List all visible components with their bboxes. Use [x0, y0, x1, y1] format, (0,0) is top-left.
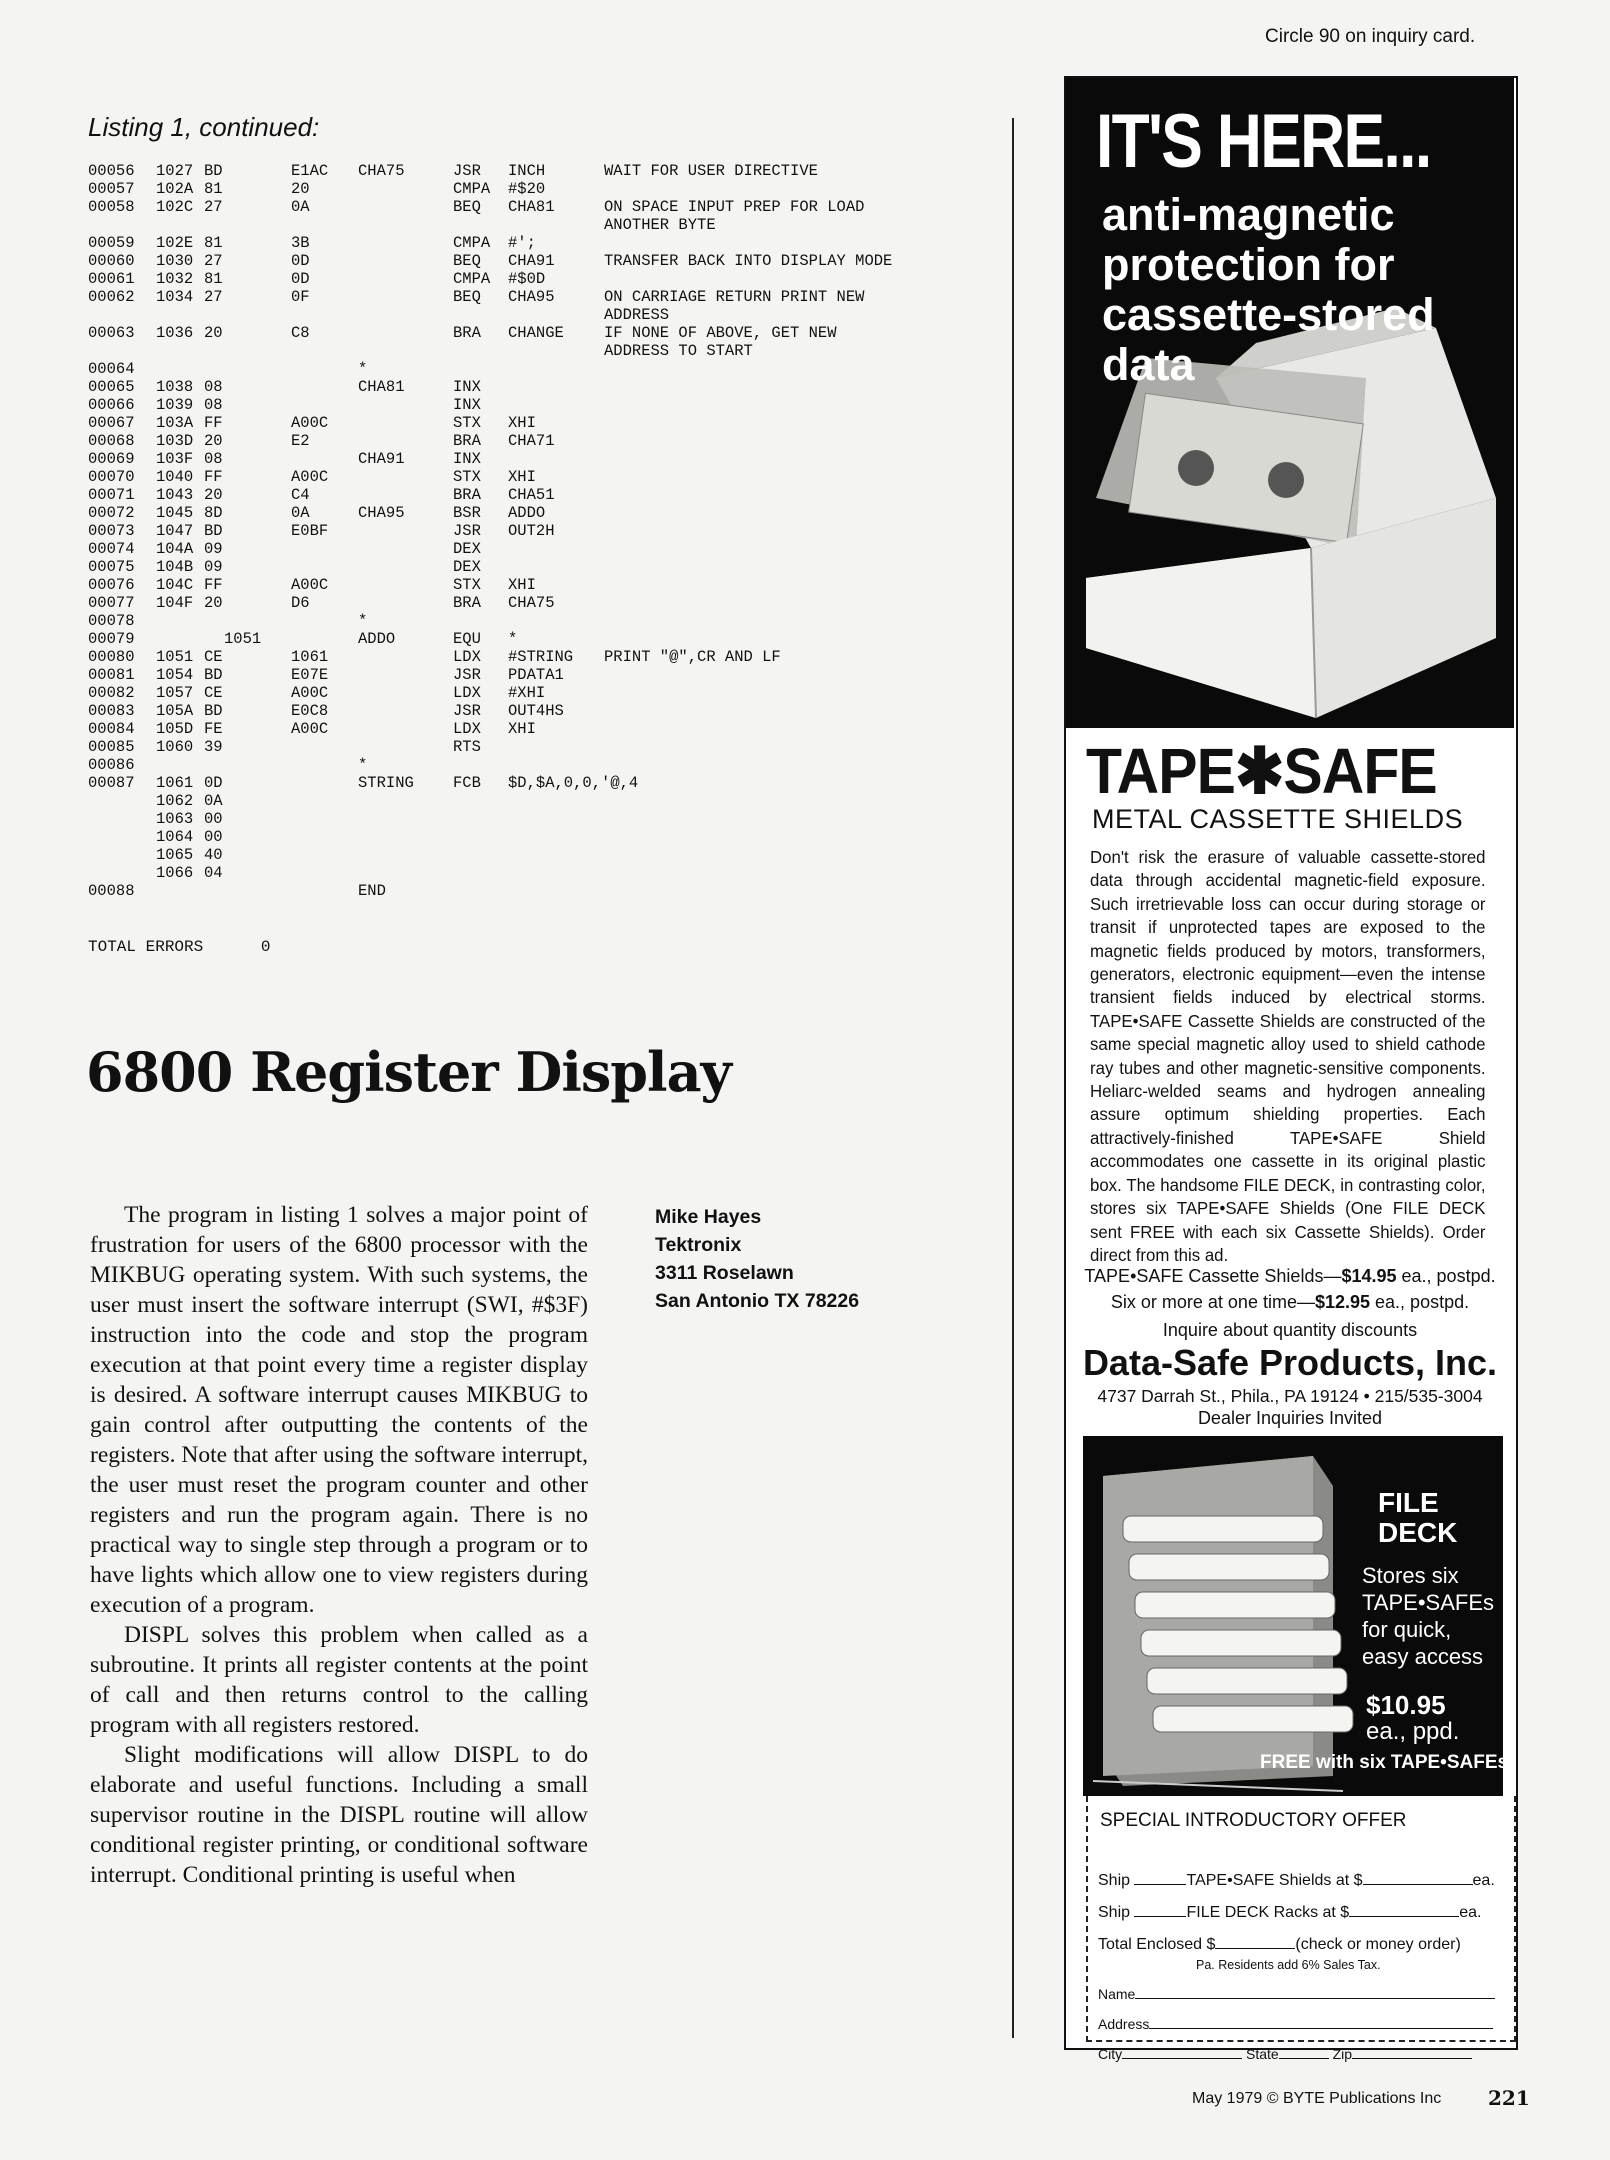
listing-ln: 00077	[88, 594, 135, 612]
author-street: 3311 Roselawn	[655, 1262, 794, 1284]
listing-ln: 00075	[88, 558, 135, 576]
listing-addr: 1063	[156, 810, 194, 828]
listing-cm: IF NONE OF ABOVE, GET NEW	[604, 324, 837, 342]
listing-addr: 105D	[156, 720, 194, 738]
listing-addr: 1030	[156, 252, 194, 270]
listing-b1: 27	[204, 198, 223, 216]
file-deck-desc-line: for quick,	[1362, 1617, 1452, 1642]
listing-ln: 00057	[88, 180, 135, 198]
listing-b1: 39	[204, 738, 223, 756]
listing-addr: 102C	[156, 198, 194, 216]
listing-arg: INCH	[508, 162, 546, 180]
listing-ln: 00068	[88, 432, 135, 450]
listing-b2: A00C	[291, 414, 329, 432]
listing-cm: ADDRESS	[604, 306, 670, 324]
listing-addr: 1027	[156, 162, 194, 180]
offer-title: SPECIAL INTRODUCTORY OFFER	[1100, 1810, 1407, 1831]
ship-item: TAPE•SAFE Shields at $	[1186, 1872, 1363, 1889]
address-field[interactable]	[1149, 2028, 1493, 2029]
listing-addr: 1038	[156, 378, 194, 396]
quantity-blank[interactable]	[1134, 1916, 1186, 1917]
listing-op: CMPA	[453, 180, 491, 198]
ship-item: FILE DECK Racks at $	[1186, 1904, 1350, 1921]
ship-racks-line	[1098, 1904, 1481, 1922]
tape-safe-logo: TAPE✱SAFE	[1086, 735, 1437, 807]
inquiry-note: Circle 90 on inquiry card.	[1265, 26, 1476, 47]
dealer-note: Dealer Inquiries Invited	[1197, 1408, 1383, 1428]
listing-ln: 00061	[88, 270, 135, 288]
listing-op: BRA	[453, 324, 481, 342]
listing-arg: OUT4HS	[508, 702, 564, 720]
listing-addr: 104C	[156, 576, 194, 594]
listing-addr: 1047	[156, 522, 194, 540]
listing-b1: 08	[204, 378, 223, 396]
total-errors: TOTAL ERRORS 0	[88, 938, 271, 956]
listing-b2: D6	[291, 594, 310, 612]
author-block	[655, 1203, 859, 1315]
listing-b1: 81	[204, 180, 223, 198]
listing-b1: BD	[204, 522, 223, 540]
listing-ln: 00056	[88, 162, 135, 180]
listing-b1: FF	[204, 576, 223, 594]
listing-ln: 00082	[88, 684, 135, 702]
address-line	[1098, 2016, 1493, 2032]
listing-addr: 1062	[156, 792, 194, 810]
listing-b1: 8D	[204, 504, 223, 522]
listing-op: INX	[453, 396, 481, 414]
listing-addr: 103D	[156, 432, 194, 450]
article-title: 6800 Register Display	[86, 1040, 731, 1104]
listing-b1: 81	[204, 270, 223, 288]
listing-b2: C8	[291, 324, 310, 342]
listing-addr: 103F	[156, 450, 194, 468]
listing-addr: 1065	[156, 846, 194, 864]
listing-b1: 40	[204, 846, 223, 864]
ship-unit: ea.	[1472, 1872, 1495, 1889]
page-number: 221	[1488, 2086, 1530, 2110]
listing-lbl: CHA91	[358, 450, 405, 468]
listing-op: EQU	[453, 630, 481, 648]
price-label: Six or more at one time—	[1110, 1292, 1315, 1312]
tax-note: Pa. Residents add 6% Sales Tax.	[1196, 1958, 1381, 1972]
listing-b2: 0A	[291, 198, 310, 216]
body-paragraph: Slight modifications will allow DISPL to do elaborate and useful functions. Including a small supervisor routine in the DISPL routine will allow conditional register printing, or conditional software interrupt. Conditional printing is useful when	[90, 1742, 588, 1888]
listing-arg: XHI	[508, 468, 536, 486]
listing-ln: 00064	[88, 360, 135, 378]
listing-b2: 20	[291, 180, 310, 198]
total-label: Total Enclosed $	[1098, 1936, 1216, 1953]
listing-addr: 1064	[156, 828, 194, 846]
listing-addr: 1043	[156, 486, 194, 504]
listing-b1: FF	[204, 468, 223, 486]
file-deck-description	[1362, 1562, 1494, 1670]
listing-arg: *	[508, 630, 518, 648]
listing-ln: 00069	[88, 450, 135, 468]
subheadline-line: data	[1102, 339, 1195, 390]
listing-op: INX	[453, 378, 481, 396]
listing-arg: CHA51	[508, 486, 555, 504]
listing-b1: 08	[204, 450, 223, 468]
listing-arg: #XHI	[508, 684, 546, 702]
listing-b1: 08	[204, 396, 223, 414]
listing-b1: BD	[204, 666, 223, 684]
listing-b2: E2	[291, 432, 310, 450]
listing-lbl: ADDO	[358, 630, 396, 648]
listing-b2: 0A	[291, 504, 310, 522]
price-suffix: ea., postpd.	[1370, 1292, 1470, 1312]
ad-subheadline	[1102, 190, 1435, 390]
listing-b1: 0D	[204, 774, 223, 792]
listing-b2: E1AC	[291, 162, 329, 180]
listing-b1: 04	[204, 864, 223, 882]
listing-b1: 0A	[204, 792, 223, 810]
body-paragraph: DISPL solves this problem when called as a subroutine. It prints all register contents at the point of call and then returns control to the calling program with all registers restored.	[90, 1622, 588, 1738]
zip-label: Zip	[1332, 2046, 1353, 2062]
listing-op: BRA	[453, 486, 481, 504]
subheadline-line: cassette-stored	[1102, 289, 1435, 340]
listing-b1: BD	[204, 162, 223, 180]
listing-addr: 1051	[156, 648, 194, 666]
listing-arg: XHI	[508, 720, 536, 738]
ship-shields-line	[1098, 1872, 1495, 1890]
listing-ln: 00076	[88, 576, 135, 594]
listing-cm: TRANSFER BACK INTO DISPLAY MODE	[604, 252, 893, 270]
listing-arg: CHA81	[508, 198, 555, 216]
body-paragraph: The program in listing 1 solves a major point of frustration for users of the 6800 processor with the MIKBUG operating system. With such systems, the user must insert the software interrupt (SWI, #$3F) instruction into the code and stop the program execution at that point every time a register display is desired. A software interrupt causes MIKBUG to gain control after outputting the contents of the registers. Note that after using the software interrupt, the user must reset the program counter and other registers and run the program again. There is no practical way to single step through a program or to have lights which allow one to view registers during execution of a program.	[90, 1202, 588, 1618]
listing-b2: A00C	[291, 684, 329, 702]
listing-arg: #STRING	[508, 648, 574, 666]
city-line	[1098, 2046, 1472, 2062]
city-label: City	[1098, 2046, 1123, 2062]
listing-arg: CHANGE	[508, 324, 564, 342]
listing-ln: 00074	[88, 540, 135, 558]
listing-op: BSR	[453, 504, 481, 522]
price-amount: $12.95	[1314, 1292, 1371, 1312]
listing-op: INX	[453, 450, 481, 468]
listing-cm: ADDRESS TO START	[604, 342, 753, 360]
listing-op: FCB	[453, 774, 481, 792]
listing-ln: 00085	[88, 738, 135, 756]
listing-addr: 105A	[156, 702, 194, 720]
listing-b2: 3B	[291, 234, 310, 252]
listing-addr: 1032	[156, 270, 194, 288]
ship-label: Ship	[1098, 1872, 1131, 1889]
file-deck-title-line: DECK	[1378, 1517, 1458, 1548]
listing-b1: 20	[204, 432, 223, 450]
state-label: State	[1246, 2046, 1279, 2062]
listing-ln: 00065	[88, 378, 135, 396]
file-deck-desc-line: Stores six	[1362, 1563, 1459, 1588]
state-field[interactable]	[1279, 2058, 1329, 2059]
listing-lbl: *	[358, 756, 368, 774]
listing-addr: 104F	[156, 594, 194, 612]
listing-arg: XHI	[508, 576, 536, 594]
name-field[interactable]	[1135, 1998, 1495, 1999]
listing-op: CMPA	[453, 234, 491, 252]
listing-b1: 00	[204, 810, 223, 828]
listing-addr: 1066	[156, 864, 194, 882]
listing-address: 1051	[224, 630, 262, 648]
file-deck-price-suffix: ea., ppd.	[1366, 1718, 1460, 1745]
listing-op: JSR	[453, 522, 481, 540]
listing-cm: ON SPACE INPUT PREP FOR LOAD	[604, 198, 865, 216]
listing-b1: BD	[204, 702, 223, 720]
file-deck-title-line: FILE	[1378, 1487, 1439, 1518]
listing-b2: 0D	[291, 252, 310, 270]
listing-ln: 00071	[88, 486, 135, 504]
file-deck-free-note: FREE with six TAPE•SAFEs	[1260, 1752, 1509, 1773]
listing-op: DEX	[453, 558, 481, 576]
author-org: Tektronix	[655, 1234, 742, 1256]
listing-b1: CE	[204, 648, 223, 666]
listing-arg: OUT2H	[508, 522, 555, 540]
listing-ln: 00084	[88, 720, 135, 738]
listing-b1: 00	[204, 828, 223, 846]
company-address: 4737 Darrah St., Phila., PA 19124 • 215/535-3004	[1097, 1386, 1483, 1406]
price-line	[1066, 1292, 1514, 1313]
page-footer: May 1979 © BYTE Publications Inc	[1192, 2090, 1442, 2107]
listing-op: JSR	[453, 162, 481, 180]
listing-op: CMPA	[453, 270, 491, 288]
subheadline-line: anti-magnetic	[1102, 189, 1395, 240]
listing-arg: #$20	[508, 180, 546, 198]
listing-arg: PDATA1	[508, 666, 564, 684]
listing-b2: E0C8	[291, 702, 329, 720]
address-label: Address	[1098, 2016, 1150, 2032]
listing-op: LDX	[453, 684, 481, 702]
listing-ln: 00078	[88, 612, 135, 630]
listing-op: RTS	[453, 738, 481, 756]
listing-ln: 00079	[88, 630, 135, 648]
listing-op: LDX	[453, 720, 481, 738]
listing-addr: 1034	[156, 288, 194, 306]
listing-lbl: CHA75	[358, 162, 405, 180]
listing-addr: 1054	[156, 666, 194, 684]
listing-b2: 0F	[291, 288, 310, 306]
file-deck-desc-line: TAPE•SAFEs	[1362, 1590, 1494, 1615]
city-field[interactable]	[1122, 2058, 1242, 2059]
price-amount: $14.95	[1341, 1266, 1397, 1286]
tape-safe-subtitle: METAL CASSETTE SHIELDS	[1092, 804, 1464, 834]
listing-addr: 1039	[156, 396, 194, 414]
company-name: Data-Safe Products, Inc.	[1082, 1342, 1498, 1383]
name-line	[1098, 1986, 1495, 2002]
listing-b1: 09	[204, 540, 223, 558]
listing-ln: 00088	[88, 882, 135, 900]
listing-b1: FE	[204, 720, 223, 738]
listing-lbl: END	[358, 882, 386, 900]
listing-addr: 1045	[156, 504, 194, 522]
listing-ln: 00073	[88, 522, 135, 540]
listing-cm: PRINT "@",CR AND LF	[604, 648, 781, 666]
listing-op: LDX	[453, 648, 481, 666]
listing-addr: 103A	[156, 414, 194, 432]
listing-cm: ON CARRIAGE RETURN PRINT NEW	[604, 288, 865, 306]
listing-b1: 81	[204, 234, 223, 252]
listing-b1: 09	[204, 558, 223, 576]
total-note: (check or money order)	[1295, 1936, 1461, 1953]
listing-b2: 1061	[291, 648, 329, 666]
listing-b2: A00C	[291, 576, 329, 594]
listing-addr: 1036	[156, 324, 194, 342]
name-label: Name	[1098, 1986, 1136, 2002]
listing-title: Listing 1, continued:	[88, 112, 320, 142]
price-label: TAPE•SAFE Cassette Shields—	[1084, 1266, 1342, 1286]
listing-arg: CHA91	[508, 252, 555, 270]
listing-arg: $D,$A,0,0,'@,4	[508, 774, 639, 792]
listing-op: BRA	[453, 432, 481, 450]
listing-ln: 00059	[88, 234, 135, 252]
total-line	[1098, 1936, 1461, 1954]
listing-op: DEX	[453, 540, 481, 558]
listing-lbl: CHA95	[358, 504, 405, 522]
file-deck-desc-line: easy access	[1362, 1644, 1484, 1669]
inquire-note: Inquire about quantity discounts	[1162, 1320, 1418, 1340]
listing-op: STX	[453, 576, 481, 594]
listing-arg: CHA75	[508, 594, 555, 612]
listing-lbl: *	[358, 612, 368, 630]
listing-arg: #$0D	[508, 270, 546, 288]
listing-op: STX	[453, 414, 481, 432]
listing-b1: CE	[204, 684, 223, 702]
listing-op: JSR	[453, 666, 481, 684]
listing-ln: 00070	[88, 468, 135, 486]
listing-b1: 27	[204, 288, 223, 306]
listing-ln: 00080	[88, 648, 135, 666]
listing-arg: #';	[508, 234, 536, 252]
ship-unit: ea.	[1459, 1904, 1482, 1921]
column-divider	[1012, 118, 1014, 2038]
listing-ln: 00087	[88, 774, 135, 792]
listing-b1: 20	[204, 324, 223, 342]
listing-addr: 104A	[156, 540, 194, 558]
listing-cm: WAIT FOR USER DIRECTIVE	[604, 162, 818, 180]
listing-b1: 20	[204, 594, 223, 612]
author-city: San Antonio TX 78226	[655, 1290, 860, 1312]
listing-ln: 00062	[88, 288, 135, 306]
file-deck-price: $10.95	[1366, 1690, 1446, 1720]
price-blank[interactable]	[1363, 1884, 1473, 1885]
ad-body-text: Don't risk the erasure of valuable cassette-stored data through accidental magnetic-field exposure. Such irretrievable loss can occur during storage or transit if unprotected tapes are exposed to the magnetic fields produced by motors, transformers, generators, electronic equipment—even the intense transient fields induced by electrical storms. TAPE•SAFE Cassette Shields are constructed of the same special magnetic alloy used to shield cathode ray tubes and other magnetic-sensitive components. Heliarc-welded seams and hydrogen annealing assure optimum shielding properties. Each attractively-finished TAPE•SAFE Shield accommodates one cassette in its original plastic box. The handsome FILE DECK, in contrasting color, stores six TAPE•SAFE Shields (One FILE DECK sent FREE with each six Cassette Shields). Order direct from this ad.	[1090, 847, 1486, 1265]
listing-b2: C4	[291, 486, 310, 504]
subheadline-line: protection for	[1102, 239, 1395, 290]
listing-ln: 00072	[88, 504, 135, 522]
article-body	[90, 1200, 588, 1890]
price-line	[1066, 1266, 1514, 1287]
quantity-blank[interactable]	[1134, 1884, 1186, 1885]
listing-arg: XHI	[508, 414, 536, 432]
listing-b1: 27	[204, 252, 223, 270]
author-name: Mike Hayes	[655, 1206, 762, 1228]
listing-b2: 0D	[291, 270, 310, 288]
listing-op: BEQ	[453, 198, 481, 216]
listing-op: BEQ	[453, 252, 481, 270]
listing-ln: 00063	[88, 324, 135, 342]
price-suffix: ea., postpd.	[1396, 1266, 1496, 1286]
listing-arg: CHA95	[508, 288, 555, 306]
listing-ln: 00060	[88, 252, 135, 270]
listing-cm: ANOTHER BYTE	[604, 216, 716, 234]
listing-ln: 00058	[88, 198, 135, 216]
listing-op: BRA	[453, 594, 481, 612]
listing-lbl: STRING	[358, 774, 414, 792]
listing-b2: A00C	[291, 468, 329, 486]
listing-ln: 00066	[88, 396, 135, 414]
listing-ln: 00083	[88, 702, 135, 720]
listing-b2: A00C	[291, 720, 329, 738]
listing-b2: E0BF	[291, 522, 329, 540]
ad-headline: IT'S HERE...	[1096, 99, 1431, 184]
ship-label: Ship	[1098, 1904, 1131, 1921]
listing-ln: 00067	[88, 414, 135, 432]
listing-addr: 102E	[156, 234, 194, 252]
listing-addr: 1057	[156, 684, 194, 702]
file-deck-title	[1378, 1488, 1457, 1548]
listing-b2: E07E	[291, 666, 329, 684]
listing-addr: 104B	[156, 558, 194, 576]
listing-arg: ADDO	[508, 504, 546, 522]
listing-b1: FF	[204, 414, 223, 432]
listing-lbl: CHA81	[358, 378, 405, 396]
listing-b1: 20	[204, 486, 223, 504]
listing-op: STX	[453, 468, 481, 486]
listing-ln: 00081	[88, 666, 135, 684]
listing-addr: 102A	[156, 180, 194, 198]
total-blank[interactable]	[1215, 1948, 1295, 1949]
listing-addr: 1060	[156, 738, 194, 756]
price-blank[interactable]	[1349, 1916, 1459, 1917]
zip-field[interactable]	[1352, 2058, 1472, 2059]
listing-op: JSR	[453, 702, 481, 720]
listing-lbl: *	[358, 360, 368, 378]
listing-addr: 1061	[156, 774, 194, 792]
listing-addr: 1040	[156, 468, 194, 486]
listing-op: BEQ	[453, 288, 481, 306]
listing-arg: CHA71	[508, 432, 555, 450]
listing-ln: 00086	[88, 756, 135, 774]
